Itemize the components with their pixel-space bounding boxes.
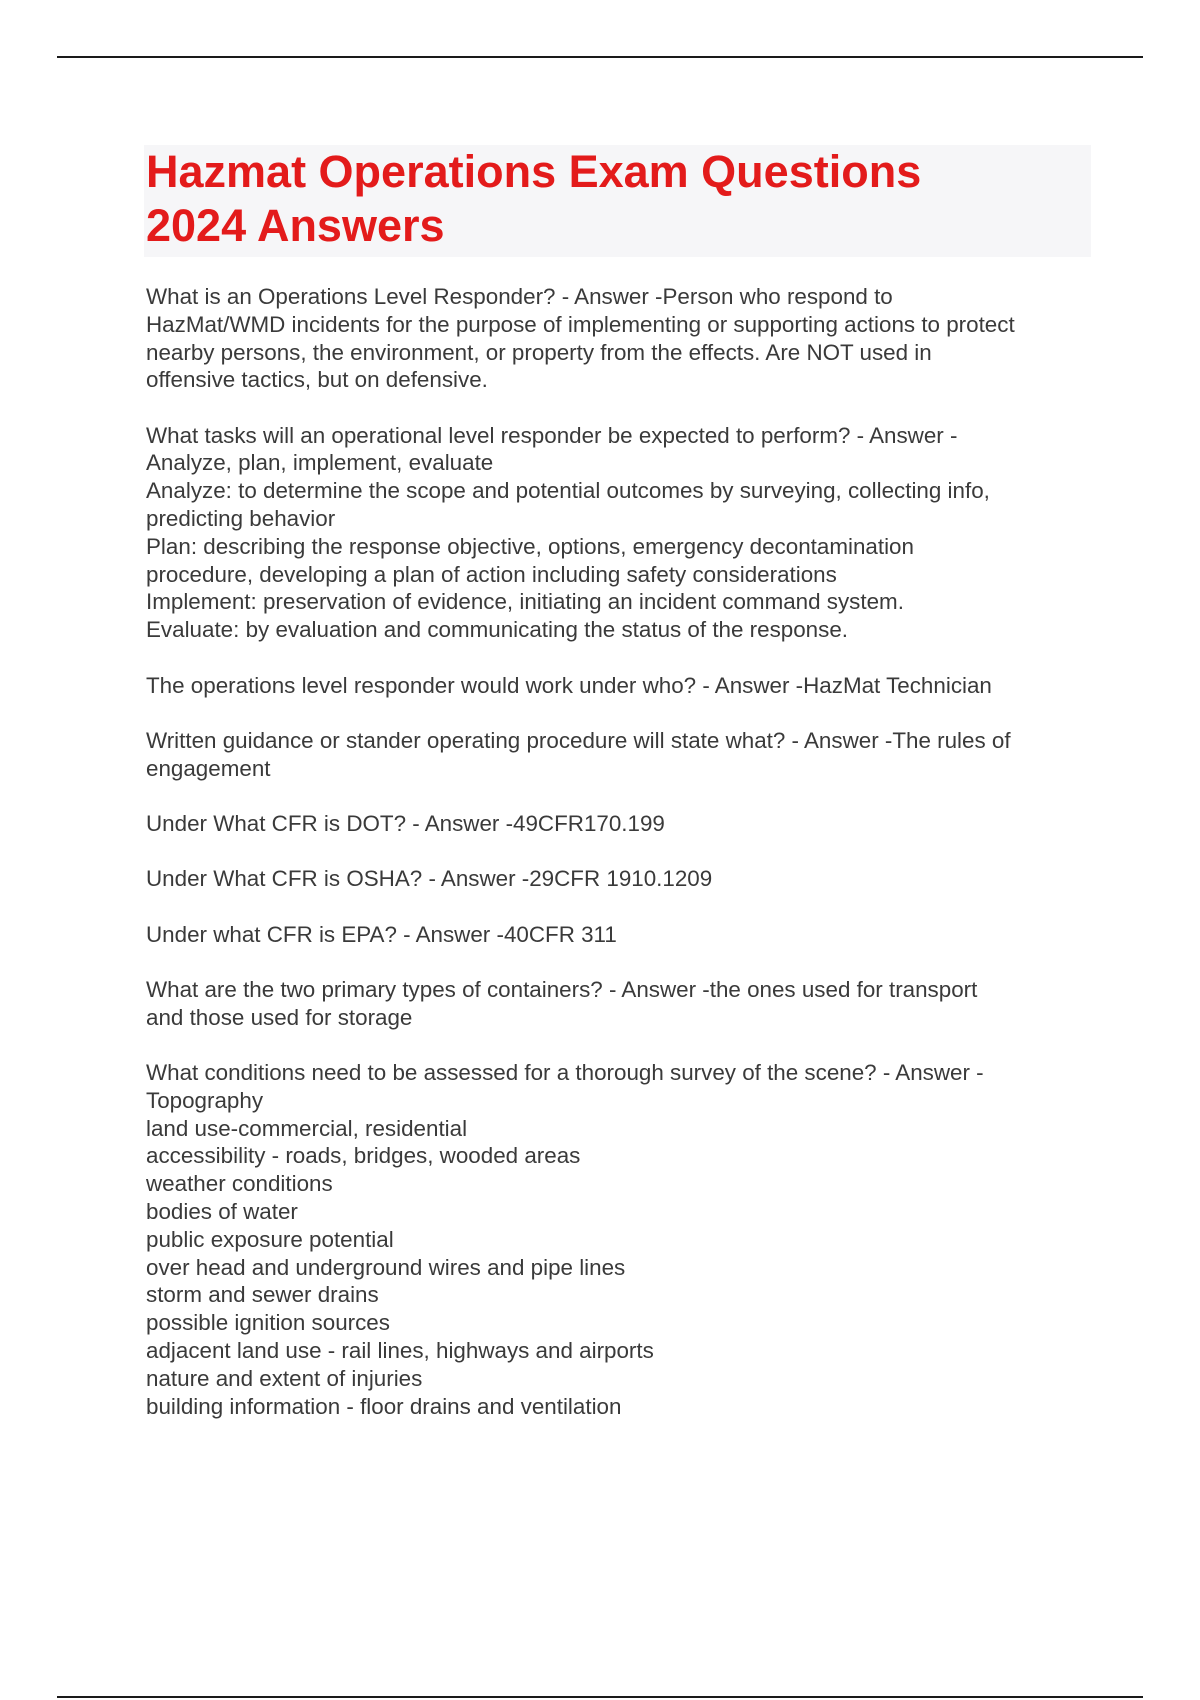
- answer-line: possible ignition sources: [146, 1310, 390, 1336]
- title-banner: [144, 145, 1091, 257]
- answer-line: procedure, developing a plan of action including safety considerations: [146, 561, 837, 587]
- question-line: What conditions need to be assessed for a thorough survey of the scene? - Answer -: [146, 1059, 984, 1085]
- qa-block: [146, 672, 1091, 700]
- question-line: What is an Operations Level Responder? - Answer -Person who respond to: [146, 284, 893, 309]
- document-body: [146, 283, 1091, 1448]
- question-line: What are the two primary types of containers? - Answer -the ones used for transport: [146, 976, 978, 1002]
- answer-line: predicting behavior: [146, 506, 336, 532]
- qa-block: [146, 283, 1091, 394]
- qa-block: [146, 976, 1091, 1032]
- answer-line: public exposure potential: [146, 1226, 394, 1252]
- qa-block: [146, 921, 1091, 949]
- answer-line: weather conditions: [146, 1171, 333, 1197]
- question-line: Under What CFR is DOT? - Answer -49CFR170.199: [146, 810, 665, 836]
- answer-line: Analyze: to determine the scope and potential outcomes by surveying, collecting info,: [146, 478, 990, 504]
- question-line: What tasks will an operational level responder be expected to perform? - Answer -: [146, 422, 958, 448]
- answer-line: over head and underground wires and pipe lines: [146, 1254, 626, 1280]
- answer-line: Topography: [146, 1087, 264, 1113]
- question-line: Under What CFR is OSHA? - Answer -29CFR 1910.1209: [146, 866, 713, 892]
- answer-line: Evaluate: by evaluation and communicating the status of the response.: [146, 617, 849, 643]
- qa-block: [146, 810, 1091, 838]
- answer-line: nearby persons, the environment, or property from the effects. Are NOT used in: [146, 339, 932, 365]
- page-title-line-1: Hazmat Operations Exam Questions: [146, 146, 922, 197]
- qa-block: [146, 865, 1091, 893]
- qa-block: [146, 422, 1091, 644]
- answer-line: Plan: describing the response objective, options, emergency decontamination: [146, 533, 914, 559]
- answer-line: accessibility - roads, bridges, wooded areas: [146, 1143, 581, 1169]
- answer-line: storm and sewer drains: [146, 1282, 379, 1308]
- answer-line: building information - floor drains and ventilation: [146, 1393, 622, 1419]
- page-title-line-2: 2024 Answers: [146, 200, 445, 251]
- bottom-rule: [57, 1696, 1143, 1698]
- question-line: Written guidance or stander operating procedure will state what? - Answer -The rules of: [146, 727, 1011, 753]
- answer-line: land use-commercial, residential: [146, 1115, 468, 1141]
- answer-line: and those used for storage: [146, 1004, 413, 1030]
- qa-block: [146, 1059, 1091, 1420]
- answer-line: adjacent land use - rail lines, highways and airports: [146, 1337, 654, 1363]
- answer-line: HazMat/WMD incidents for the purpose of implementing or supporting actions to protect: [146, 311, 1015, 337]
- question-line: Under what CFR is EPA? - Answer -40CFR 311: [146, 921, 617, 947]
- answer-line: offensive tactics, but on defensive.: [146, 367, 488, 393]
- question-line: The operations level responder would work under who? - Answer -HazMat Technician: [146, 672, 992, 698]
- answer-line: Implement: preservation of evidence, initiating an incident command system.: [146, 589, 904, 615]
- top-rule: [57, 56, 1143, 58]
- answer-line: engagement: [146, 755, 271, 781]
- answer-line: nature and extent of injuries: [146, 1365, 423, 1391]
- qa-block: [146, 727, 1091, 783]
- answer-line: bodies of water: [146, 1198, 298, 1224]
- answer-line: Analyze, plan, implement, evaluate: [146, 450, 494, 476]
